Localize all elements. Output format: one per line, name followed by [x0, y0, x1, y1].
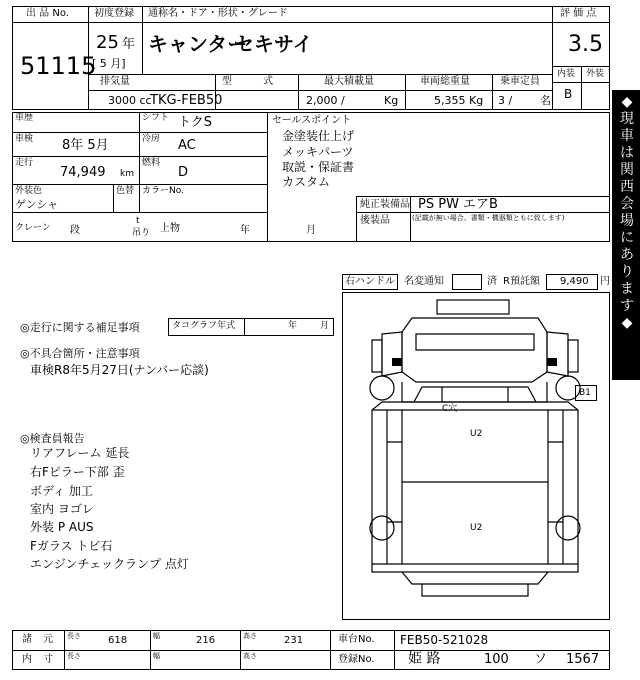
inspector-line-4: 室内 ヨゴレ — [30, 502, 94, 516]
sales-point-1: 金塗装仕上げ — [282, 129, 355, 143]
reg-kana: ソ — [534, 652, 548, 667]
width-label: 幅 — [153, 632, 160, 640]
inspector-line-6: Fガラス トビ石 — [30, 539, 113, 553]
cooling-value: AC — [178, 138, 196, 153]
max-load-value: 2,000 / — [306, 94, 345, 107]
dims-length: 618 — [108, 635, 128, 646]
history-label: 車歴 — [15, 113, 34, 123]
side-banner-char: 車 — [620, 128, 634, 144]
side-banner-char: 西 — [620, 179, 634, 195]
crane-lift: 吊り — [132, 228, 151, 238]
color-change-label: 色替 — [116, 186, 135, 196]
interior-score: B — [564, 87, 573, 101]
color-number-label: カラーNo. — [142, 186, 184, 196]
inspector-line-1: リアフレーム 延長 — [30, 446, 130, 460]
crane-t: t — [136, 216, 140, 226]
genuine-value: PS PW エアB — [418, 197, 498, 212]
side-banner-char: ◆ — [621, 315, 633, 331]
side-banner-char: 場 — [620, 213, 634, 229]
inspector-line-5: 外装 P AUS — [30, 520, 94, 534]
recycle-done: 済 — [487, 276, 497, 287]
displacement-value: 3000 cc — [108, 94, 152, 107]
ext-color-label: 外装色 — [15, 186, 43, 196]
fuel-label: 燃料 — [142, 158, 161, 168]
in-len-label: 長さ — [67, 652, 81, 660]
inspection-label: 車検 — [15, 134, 34, 144]
side-banner-char: ま — [620, 281, 634, 297]
chassis-number: FEB50-521028 — [400, 633, 489, 647]
car-type: セキサイ — [234, 32, 313, 56]
recycle-amount: 9,490 — [560, 276, 589, 287]
model-label: 型 式 — [222, 76, 288, 87]
capacity-label: 乗車定員 — [500, 76, 540, 87]
model-value: TKG-FEB50 — [150, 93, 223, 108]
recycle-label: R預託額 — [503, 276, 540, 287]
sales-title: セールスポイント — [272, 115, 352, 126]
label-c-hole: C穴 — [442, 404, 458, 414]
tachograph-label: タコグラフ年式 — [172, 321, 236, 331]
first-reg-label: 初度登録 — [94, 8, 134, 19]
capacity-unit: 名 — [540, 94, 551, 107]
crane-stage: 段 — [70, 225, 80, 236]
shift-label: シフト — [142, 113, 170, 123]
in-width-label: 幅 — [153, 652, 160, 660]
max-load-label: 最大積載量 — [324, 76, 374, 87]
ext-color-value: ゲンシャ — [15, 198, 59, 211]
inspector-title: ◎検査員報告 — [20, 432, 85, 445]
name-change-box — [452, 274, 482, 290]
gross-value: 5,355 Kg — [434, 94, 484, 107]
exterior-label: 外装 — [586, 69, 605, 79]
sales-point-4: カスタム — [282, 175, 331, 189]
gross-label: 車両総重量 — [420, 76, 470, 87]
loading-month: 月 — [306, 225, 316, 236]
name-change-label: 名変通知 — [404, 276, 444, 287]
sales-point-2: メッキパーツ — [282, 145, 354, 159]
first-reg-month: [ 5 月] — [92, 57, 126, 70]
inspector-line-3: ボディ 加工 — [30, 484, 93, 498]
car-name: キャンター — [148, 32, 248, 56]
fuel-value: D — [178, 165, 189, 180]
yen-label: 円 — [600, 276, 610, 287]
shift-value: トクS — [178, 115, 212, 130]
crane-label: クレーン — [15, 223, 51, 233]
dims-width: 216 — [196, 635, 216, 646]
first-reg-year-unit: 年 — [122, 37, 136, 52]
side-banner-char: ◆ — [621, 94, 633, 110]
tachograph-month: 月 — [320, 321, 330, 331]
interior-dims-label: 内 寸 — [22, 654, 58, 665]
displacement-label: 排気量 — [100, 76, 130, 87]
side-banner-char: す — [620, 298, 634, 314]
max-load-unit: Kg — [384, 94, 399, 107]
loading-label: 上物 — [160, 223, 180, 234]
side-banner-char: 現 — [620, 111, 634, 127]
cooling-label: 冷房 — [142, 134, 161, 144]
inspector-line-7: エンジンチェックランプ 点灯 — [30, 557, 189, 571]
side-banner-char: は — [620, 145, 634, 161]
loading-year: 年 — [240, 225, 250, 236]
dims-height: 231 — [284, 635, 304, 646]
label-u2-front: U2 — [470, 429, 483, 439]
aftermarket-label: 後装品 — [360, 215, 390, 226]
interior-label: 内装 — [557, 69, 576, 79]
lot-number: 51115 — [20, 52, 97, 80]
lot-label: 出 品 No. — [26, 8, 69, 19]
side-banner-char: 会 — [620, 196, 634, 212]
truck-diagram — [342, 292, 610, 620]
mileage-unit: km — [120, 169, 134, 179]
capacity-value: 3 / — [498, 94, 513, 107]
steering: 右ハンドル — [345, 276, 395, 287]
inspection-value: 8年 5月 — [62, 138, 109, 153]
sales-point-3: 取説・保証書 — [282, 160, 355, 174]
reg-class: 100 — [484, 652, 509, 667]
dims-label: 諸 元 — [22, 634, 58, 645]
label-u2-rear: U2 — [470, 523, 483, 533]
side-banner-char: 関 — [620, 162, 634, 178]
reg-label: 登録No. — [338, 654, 375, 665]
label-b1: B1 — [579, 388, 591, 398]
tachograph-year: 年 — [288, 321, 298, 331]
genuine-label: 純正装備品 — [360, 199, 410, 210]
in-height-label: 高さ — [243, 652, 257, 660]
mileage-value: 74,949 — [60, 165, 106, 180]
mileage-label: 走行 — [15, 158, 34, 168]
side-banner-char: に — [620, 230, 634, 246]
reg-number: 1567 — [566, 652, 600, 667]
aftermarket-note: (記載が無い場合、書類・機器類ともに致します) — [412, 214, 565, 222]
height-label: 高さ — [243, 632, 257, 640]
first-reg-year: 25 — [96, 32, 119, 53]
name-label: 通称名・ドア・形状・グレード — [148, 8, 288, 19]
driving-title: ◎走行に関する補足事項 — [20, 321, 140, 334]
grade-score: 3.5 — [568, 32, 603, 57]
len-label: 長さ — [67, 632, 81, 640]
inspector-line-2: 右Fピラー下部 歪 — [30, 465, 125, 479]
reg-area: 姫 路 — [408, 651, 441, 667]
side-banner-char: り — [620, 264, 634, 280]
grade-label: 評 価 点 — [560, 8, 597, 19]
defects-title: ◎不具合箇所・注意事項 — [20, 347, 140, 360]
chassis-label: 車台No. — [338, 634, 375, 645]
defects-text: 車検R8年5月27日(ナンバー応談) — [30, 363, 209, 377]
side-banner-text — [619, 94, 635, 332]
side-banner-char: あ — [620, 247, 634, 263]
